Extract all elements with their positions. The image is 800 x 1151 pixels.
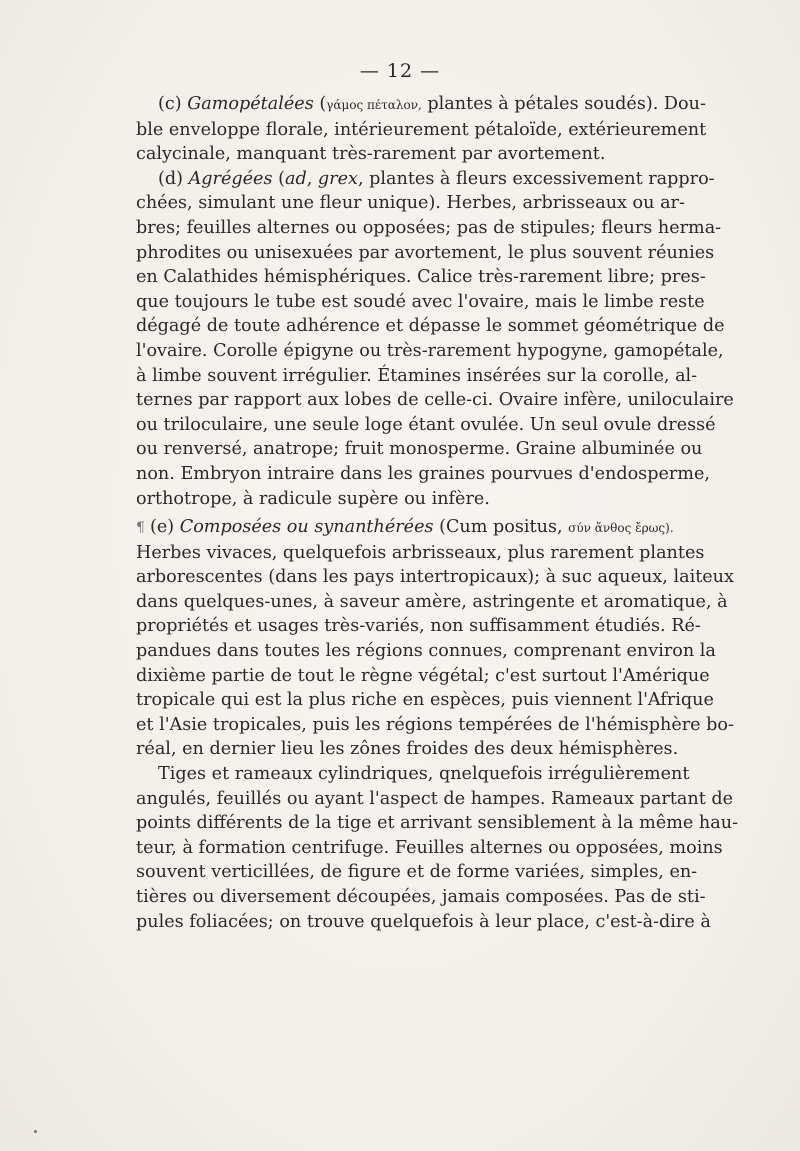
paragraph-composees	[136, 515, 734, 762]
paper-speck	[34, 1130, 37, 1133]
text-line: dans quelques-unes, à saveur amère, astringente et aromatique, à	[136, 591, 728, 612]
latin-etymology: (Cum positus,	[439, 517, 563, 538]
text-fragment: ,	[306, 168, 318, 189]
text-line: pules foliacées; on trouve quelquefois à leur place, c'est-à-dire à	[136, 911, 711, 932]
text-fragment: plantes à pétales soudés). Dou-	[427, 94, 706, 114]
greek-etymology: γάμος πέταλον,	[326, 98, 422, 112]
body-text	[136, 92, 739, 934]
paragraph-agregees	[136, 167, 734, 511]
section-term: Agrégées	[188, 168, 273, 189]
section-label: (c)	[158, 94, 182, 114]
latin-etymology: ad	[284, 168, 307, 189]
text-line: arborescentes (dans les pays intertropicaux); à suc aqueux, laiteux	[136, 567, 734, 588]
text-line: calycinale, manquant très-rarement par avortement.	[136, 144, 606, 165]
margin-mark: ¶	[136, 520, 145, 537]
text-fragment: (	[278, 168, 285, 189]
text-line	[136, 515, 674, 541]
text-line: dégagé de toute adhérence et dépasse le sommet géométrique de	[136, 316, 725, 337]
text-line: tropicale qui est la plus riche en espèces, puis viennent l'Afrique	[136, 690, 714, 711]
section-label: (e)	[150, 517, 175, 538]
text-line: chées, simulant une fleur unique). Herbes, arbrisseaux ou ar-	[136, 193, 685, 214]
text-line: orthotrope, à radicule supère ou infère.	[136, 488, 490, 509]
paragraph-gamopetalees	[136, 92, 707, 167]
text-line: teur, à formation centrifuge. Feuilles alternes ou opposées, moins	[136, 837, 723, 858]
text-fragment: , plantes à fleurs excessivement rappro-	[357, 168, 715, 189]
text-line: en Calathides hémisphériques. Calice très-rarement libre; pres-	[136, 267, 706, 288]
latin-etymology: grex	[317, 168, 358, 189]
paragraph-tiges	[136, 762, 739, 934]
text-line: ternes par rapport aux lobes de celle-ci. Ovaire infère, uniloculaire	[136, 390, 734, 411]
text-line: pandues dans toutes les régions connues, comprenant environ la	[136, 641, 716, 662]
text-line: angulés, feuillés ou ayant l'aspect de hampes. Rameaux partant de	[136, 788, 734, 809]
text-line: que toujours le tube est soudé avec l'ovaire, mais le limbe reste	[136, 291, 705, 312]
section-term: Composées ou synanthérées	[179, 517, 434, 538]
text-line: ou triloculaire, une seule loge étant ovulée. Un seul ovule dressé	[136, 414, 716, 435]
text-line: et l'Asie tropicales, puis les régions tempérées de l'hémisphère bo-	[136, 714, 734, 735]
text-line: réal, en dernier lieu les zônes froides des deux hémisphères.	[136, 739, 679, 760]
text-line: tières ou diversement découpées, jamais composées. Pas de sti-	[136, 887, 706, 907]
text-line: l'ovaire. Corolle épigyne ou très-rarement hypogyne, gamopétale,	[136, 340, 724, 361]
page-number: — 12 —	[359, 60, 441, 82]
text-line: ou renversé, anatrope; fruit monosperme. Graine albuminée ou	[136, 439, 703, 460]
text-line: phrodites ou unisexuées par avortement, le plus souvent réunies	[136, 242, 715, 263]
text-line: bres; feuilles alternes ou opposées; pas de stipules; fleurs herma-	[136, 217, 722, 238]
greek-etymology: σύν ἄνθος ἔρως).	[568, 521, 674, 536]
text-line: à limbe souvent irrégulier. Étamines insérées sur la corolle, al-	[136, 365, 698, 386]
text-line: dixième partie de tout le règne végétal; c'est surtout l'Amérique	[136, 665, 710, 686]
text-line: Herbes vivaces, quelquefois arbrisseaux, plus rarement plantes	[136, 542, 705, 563]
text-line: propriétés et usages très-variés, non suffisamment étudiés. Ré-	[136, 616, 701, 637]
text-line: souvent verticillées, de figure et de forme variées, simples, en-	[136, 862, 698, 883]
text-line: non. Embryon intraire dans les graines pourvues d'endosperme,	[136, 463, 710, 484]
text-line: (c) Gamopétalées (γάμος πέταλον, plantes à pétales soudés). Dou-	[158, 94, 706, 114]
text-line	[136, 167, 715, 192]
section-label: (d)	[158, 168, 183, 189]
section-term: Gamopétalées	[187, 94, 314, 114]
text-line: points différents de la tige et arrivant sensiblement à la même hau-	[136, 813, 739, 834]
text-line: Tiges et rameaux cylindriques, qnelquefois irrégulièrement	[158, 764, 690, 785]
text-line: ble enveloppe florale, intérieurement pétaloïde, extérieurement	[136, 119, 707, 140]
